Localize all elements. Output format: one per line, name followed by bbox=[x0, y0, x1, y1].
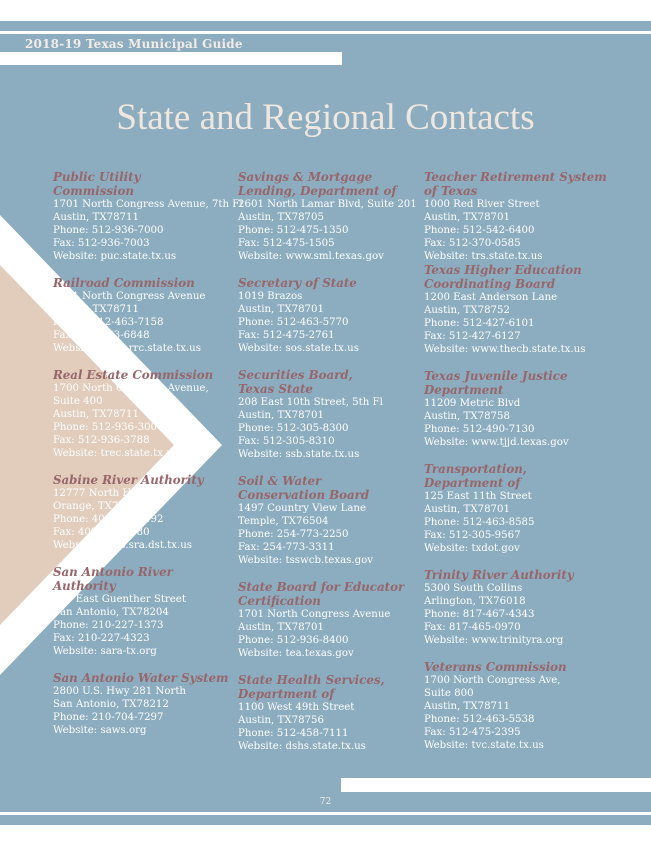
contact-entry bbox=[424, 170, 634, 263]
contact-address: 1019 Brazos bbox=[238, 291, 303, 302]
contact-entry bbox=[238, 170, 420, 263]
top-thin-rule bbox=[0, 31, 651, 34]
contact-name: Securities Board, Texas State bbox=[238, 368, 353, 396]
contact-address: 208 East 10th Street, 5th Fl bbox=[238, 397, 383, 408]
contacts-column-1 bbox=[53, 170, 243, 750]
contact-city: Austin, TX78711 bbox=[53, 212, 139, 223]
contact-city: Austin, TX78711 bbox=[53, 304, 139, 315]
contact-website: Website: sara-tx.org bbox=[53, 646, 157, 657]
contact-phone: Phone: 512-463-8585 bbox=[424, 517, 535, 528]
contact-phone: Phone: 210-227-1373 bbox=[53, 620, 164, 631]
contact-address: 11209 Metric Blvd bbox=[424, 398, 521, 409]
contact-website: Website: tvc.state.tx.us bbox=[424, 740, 544, 751]
contact-phone: Phone: 817-467-4343 bbox=[424, 609, 535, 620]
contact-name: Savings & Mortgage Lending, Department of bbox=[238, 170, 397, 198]
contact-entry bbox=[424, 462, 634, 555]
contact-name: Teacher Retirement System of Texas bbox=[424, 170, 607, 198]
contact-entry bbox=[238, 673, 420, 753]
bottom-white-band bbox=[0, 825, 651, 845]
contact-city: Austin, TX78758 bbox=[424, 411, 510, 422]
contact-entry bbox=[424, 660, 634, 752]
contact-address: 125 East 11th Street bbox=[424, 491, 532, 502]
contact-city: San Antonio, TX78204 bbox=[53, 607, 169, 618]
contact-city: Orange, TX77630 bbox=[53, 501, 145, 512]
contact-name: San Antonio Water System bbox=[53, 671, 229, 685]
contact-name: Texas Juvenile Justice Department bbox=[424, 369, 568, 397]
contact-city: Austin, TX78752 bbox=[424, 305, 510, 316]
contact-website: Website: trs.state.tx.us bbox=[424, 251, 543, 262]
contact-name: Trinity River Authority bbox=[424, 568, 574, 582]
contact-city: Austin, TX78701 bbox=[238, 622, 324, 633]
contact-phone: Phone: 210-704-7297 bbox=[53, 712, 164, 723]
contact-address: 1200 East Anderson Lane bbox=[424, 292, 558, 303]
contact-phone: Phone: 512-936-3000 bbox=[53, 422, 164, 433]
contact-entry bbox=[424, 263, 634, 356]
contact-fax: Fax: 254-773-3311 bbox=[238, 542, 335, 553]
contact-city: San Antonio, TX78212 bbox=[53, 699, 169, 710]
contact-address-suite: Suite 800 bbox=[424, 688, 474, 699]
contact-entry bbox=[53, 276, 235, 355]
contact-fax: Fax: 210-227-4323 bbox=[53, 633, 150, 644]
contact-address: 1000 Red River Street bbox=[424, 199, 540, 210]
contact-city: Austin, TX78701 bbox=[424, 212, 510, 223]
contact-name: State Health Services, Department of bbox=[238, 673, 385, 701]
contact-fax: Fax: 512-475-2761 bbox=[238, 330, 335, 341]
contact-fax: Fax: 512-305-9567 bbox=[424, 530, 521, 541]
contact-entry bbox=[238, 368, 420, 461]
contact-name: Sabine River Authority bbox=[53, 473, 204, 487]
contact-website: Website: saws.org bbox=[53, 725, 147, 736]
contact-phone: Phone: 512-542-6400 bbox=[424, 225, 535, 236]
contact-address: 12777 North Hwy 87 bbox=[53, 488, 163, 499]
contact-entry bbox=[53, 170, 243, 263]
contact-phone: Phone: 512-490-7130 bbox=[424, 424, 535, 435]
contact-address: 5300 South Collins bbox=[424, 583, 523, 594]
contact-fax: Fax: 512-305-8310 bbox=[238, 436, 335, 447]
contact-fax: Fax: 512-427-6127 bbox=[424, 331, 521, 342]
contact-website: Website: www.sml.texas.gov bbox=[238, 251, 384, 262]
contact-phone: Phone: 409-746-2192 bbox=[53, 514, 164, 525]
bottom-thin-rule bbox=[0, 812, 651, 815]
contact-fax: Fax: 817-465-0970 bbox=[424, 622, 521, 633]
contact-fax: Fax: 512-475-1505 bbox=[238, 238, 335, 249]
contact-website: Website: www.tjjd.texas.gov bbox=[424, 437, 569, 448]
contact-city: Austin, TX78701 bbox=[238, 304, 324, 315]
contact-address: 1700 North Congress Ave, bbox=[424, 675, 561, 686]
contact-phone: Phone: 512-305-8300 bbox=[238, 423, 349, 434]
contact-website: Website: ssb.state.tx.us bbox=[238, 449, 360, 460]
contact-entry bbox=[424, 568, 634, 647]
contact-name: Texas Higher Education Coordinating Board bbox=[424, 263, 582, 291]
contact-phone: Phone: 512-458-7111 bbox=[238, 728, 349, 739]
contact-phone: Phone: 512-463-5770 bbox=[238, 317, 349, 328]
contact-phone: Phone: 254-773-2250 bbox=[238, 529, 349, 540]
contact-phone: Phone: 512-936-8400 bbox=[238, 635, 349, 646]
contact-entry bbox=[424, 369, 634, 449]
page-title: State and Regional Contacts bbox=[116, 97, 535, 138]
contact-fax: Fax: 512-463-6848 bbox=[53, 330, 150, 341]
contact-phone: Phone: 512-463-7158 bbox=[53, 317, 164, 328]
contact-website: Website: txdot.gov bbox=[424, 543, 520, 554]
contact-website: Website: tsswcb.texas.gov bbox=[238, 555, 374, 566]
contact-name: Real Estate Commission bbox=[53, 368, 214, 382]
contact-website: Website: sos.state.tx.us bbox=[238, 343, 359, 354]
guide-title: 2018-19 Texas Municipal Guide bbox=[25, 37, 243, 51]
contact-address: 1701 North Congress Avenue, 7th Fl bbox=[53, 199, 243, 210]
contact-address: 1701 North Congress Avenue bbox=[238, 609, 391, 620]
contact-fax: Fax: 512-936-3788 bbox=[53, 435, 150, 446]
contact-website: Website: trec.state.tx.us bbox=[53, 448, 179, 459]
contact-fax: Fax: 512-936-7003 bbox=[53, 238, 150, 249]
contact-name: San Antonio River Authority bbox=[53, 565, 173, 593]
contact-entry bbox=[53, 671, 235, 737]
contact-entry bbox=[53, 473, 235, 552]
contact-fax: Fax: 409-746-3780 bbox=[53, 527, 150, 538]
contact-name: State Board for Educator Certification bbox=[238, 580, 405, 608]
contact-address: 1700 North Congress Avenue, bbox=[53, 383, 209, 394]
contacts-column-2 bbox=[238, 170, 420, 766]
contact-phone: Phone: 512-475-1350 bbox=[238, 225, 349, 236]
contact-website: Website: www.thecb.state.tx.us bbox=[424, 344, 586, 355]
contact-phone: Phone: 512-936-7000 bbox=[53, 225, 164, 236]
contact-address: 1701 North Congress Avenue bbox=[53, 291, 206, 302]
contact-website: Website: puc.state.tx.us bbox=[53, 251, 177, 262]
contact-name: Veterans Commission bbox=[424, 660, 567, 674]
contact-address-suite: Suite 400 bbox=[53, 396, 103, 407]
contact-name: Railroad Commission bbox=[53, 276, 195, 290]
contact-phone: Phone: 512-463-5538 bbox=[424, 714, 535, 725]
contact-phone: Phone: 512-427-6101 bbox=[424, 318, 535, 329]
contact-entry bbox=[238, 474, 420, 567]
contact-fax: Fax: 512-370-0585 bbox=[424, 238, 521, 249]
contact-city: Austin, TX78701 bbox=[424, 504, 510, 515]
page-number: 72 bbox=[319, 797, 332, 807]
contact-name: Transportation, Department of bbox=[424, 462, 527, 490]
top-short-band bbox=[0, 52, 342, 65]
contact-city: Austin, TX78705 bbox=[238, 212, 324, 223]
contact-address: 100 East Guenther Street bbox=[53, 594, 186, 605]
contact-address: 1497 Country View Lane bbox=[238, 503, 367, 514]
contact-address: 1100 West 49th Street bbox=[238, 702, 355, 713]
contact-city: Austin, TX78756 bbox=[238, 715, 324, 726]
contact-entry bbox=[238, 276, 420, 355]
contact-entry bbox=[53, 565, 235, 658]
contact-city: Austin, TX78711 bbox=[53, 409, 139, 420]
contacts-column-3 bbox=[424, 170, 634, 765]
contact-name: Secretary of State bbox=[238, 276, 357, 290]
contact-website: Website: www.sra.dst.tx.us bbox=[53, 540, 193, 551]
contact-city: Austin, TX78701 bbox=[238, 410, 324, 421]
contact-address: 2800 U.S. Hwy 281 North bbox=[53, 686, 186, 697]
contact-address: 2601 North Lamar Blvd, Suite 201 bbox=[238, 199, 417, 210]
contact-name: Soil & Water Conservation Board bbox=[238, 474, 370, 502]
contact-website: Website: dshs.state.tx.us bbox=[238, 741, 366, 752]
contact-website: Website: www.trinityra.org bbox=[424, 635, 564, 646]
contact-entry bbox=[238, 580, 420, 660]
contact-name: Public Utility Commission bbox=[53, 170, 141, 198]
contact-city: Austin, TX78711 bbox=[424, 701, 510, 712]
contact-fax: Fax: 512-475-2395 bbox=[424, 727, 521, 738]
contact-city: Arlington, TX76018 bbox=[424, 596, 526, 607]
bottom-short-band bbox=[341, 778, 651, 792]
contact-website: Website: www.rrc.state.tx.us bbox=[53, 343, 201, 354]
contact-website: Website: tea.texas.gov bbox=[238, 648, 354, 659]
top-white-band bbox=[0, 0, 651, 21]
contact-city: Temple, TX76504 bbox=[238, 516, 329, 527]
contact-entry bbox=[53, 368, 235, 460]
